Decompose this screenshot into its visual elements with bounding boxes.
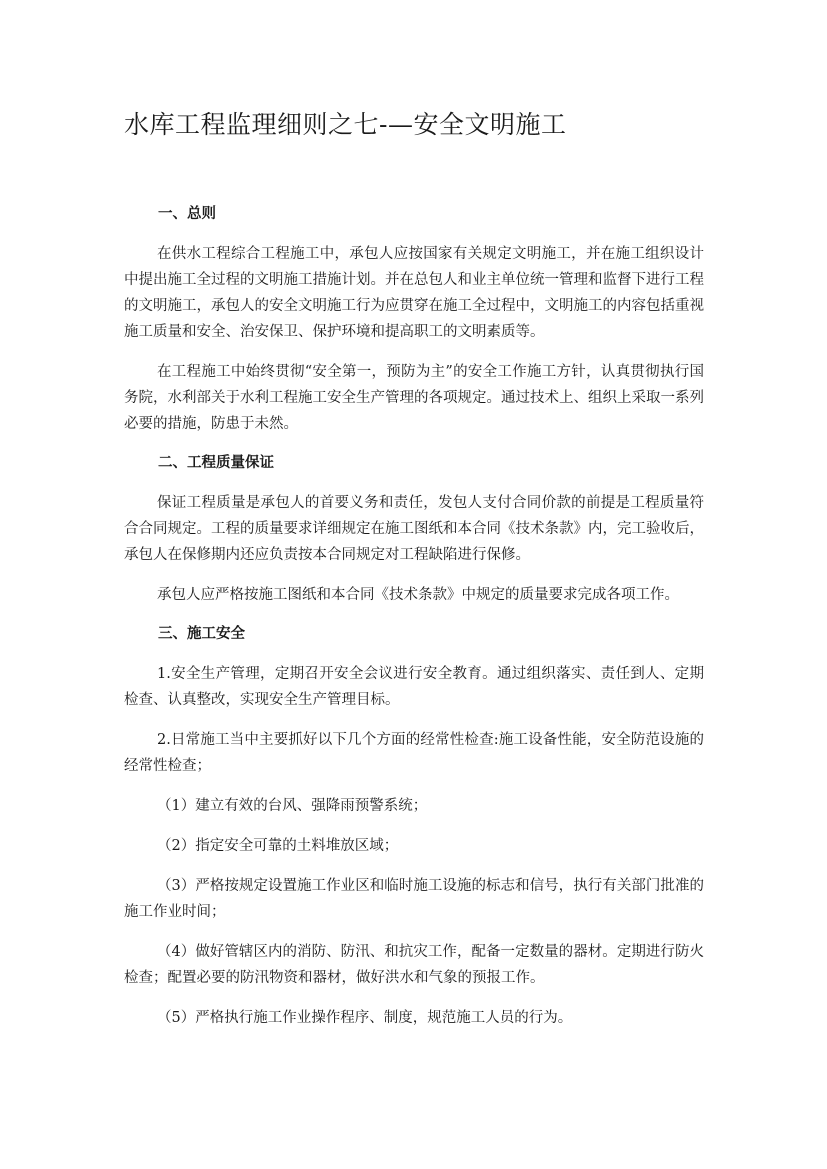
list-item-3: （3）严格按规定设置施工作业区和临时施工设施的标志和信号，执行有关部门批准的施工作业时间； [124,878,704,920]
paragraph-safety-1: 1.安全生产管理，定期召开安全会议进行安全教育。通过组织落实、责任到人、定期检查、认真整改，实现安全生产管理目标。 [124,666,704,708]
paragraph-quality-2: 承包人应严格按施工图纸和本合同《技术条款》中规定的质量要求完成各项工作。 [157,587,679,603]
section-heading-safety: 三、施工安全 [158,626,245,642]
paragraph-general-2: 在工程施工中始终贯彻“安全第一，预防为主”的安全工作施工方针，认真贯彻执行国务院，水利部关于水利工程施工安全生产管理的各项规定。通过技术上、组织上采取一系列必要的措施，防患于未然。 [124,364,704,432]
paragraph-general-1: 在供水工程综合工程施工中，承包人应按国家有关规定文明施工，并在施工组织设计中提出施工全过程的文明施工措施计划。并在总包人和业主单位统一管理和监督下进行工程的文明施工，承包人的安全文明施工行为应贯穿在施工全过程中，文明施工的内容包括重视施工质量和安全、治安保卫、保护环境和提高职工的文明素质等。 [124,246,704,340]
list-item-2: （2）指定安全可靠的土料堆放区域； [157,838,399,854]
list-item-1: （1）建立有效的台风、强降雨预警系统； [157,798,428,814]
document-body [124,204,704,1031]
section-heading-quality: 二、工程质量保证 [158,455,274,471]
paragraph-safety-2: 2.日常施工当中主要抓好以下几个方面的经常性检查:施工设备性能，安全防范设施的经常性检查； [124,732,704,774]
list-item-5: （5）严格执行施工作业操作程序、制度，规范施工人员的行为。 [157,1010,573,1026]
list-item-4: （4）做好管辖区内的消防、防汛、和抗灾工作，配备一定数量的器材。定期进行防火检查；配置必要的防汛物资和器材，做好洪水和气象的预报工作。 [124,944,704,986]
paragraph-quality-1: 保证工程质量是承包人的首要义务和责任，发包人支付合同价款的前提是工程质量符合合同规定。工程的质量要求详细规定在施工图纸和本合同《技术条款》内，完工验收后，承包人在保修期内还应负责按本合同规定对工程缺陷进行保修。 [124,495,704,563]
document-title: 水库工程监理细则之七-—安全文明施工 [124,110,567,139]
section-heading-general: 一、总则 [158,206,216,222]
